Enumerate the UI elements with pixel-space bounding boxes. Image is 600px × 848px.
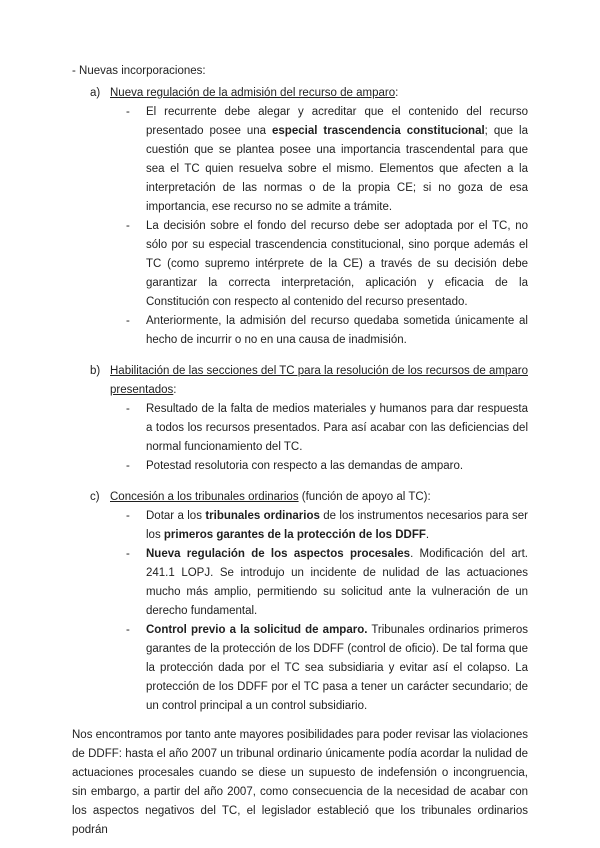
section-a-heading	[72, 84, 528, 103]
bullet-text: Nueva regulación de los aspectos procesales. Modificación del art. 241.1 LOPJ. Se introdujo un incidente de nulidad de las actuaciones mucho más amplio, permitiendo su solicitud ante la vulneración de un derecho fundamental.	[146, 548, 528, 617]
section-c-heading	[72, 488, 528, 507]
intro-line: - Nuevas incorporaciones:	[72, 65, 206, 77]
section-b	[72, 362, 528, 476]
bullet-dash: -	[126, 510, 130, 522]
section-b-marker: b)	[90, 365, 101, 377]
section-b-heading-text: Habilitación de las secciones del TC para la resolución de los recursos de amparo presentados:	[110, 365, 528, 396]
list-item	[72, 621, 528, 716]
section-b-heading	[72, 362, 528, 400]
bullet-text: El recurrente debe alegar y acreditar que el contenido del recurso presentado posee una especial trascendencia constitucional; que la cuestión que se plantea posee una importancia trascendental para que sea el TC quien resuelva sobre el mismo. Elementos que afecten a la interpretación de las normas o de la propia CE; si no goza de esa importancia, ese recurso no se admite a trámite.	[146, 106, 528, 213]
bullet-dash: -	[126, 548, 130, 560]
list-item	[72, 507, 528, 545]
list-item	[72, 103, 528, 217]
list-item	[72, 545, 528, 621]
bullet-text: La decisión sobre el fondo del recurso debe ser adoptada por el TC, no sólo por su especial trascendencia constitucional, sino porque además el TC (como supremo intérprete de la CE) a través de su decisión debe garantizar la correcta interpretación, aplicación y eficacia de la Constitución con respecto al contenido del recurso presentado.	[146, 220, 528, 308]
section-c-heading-text: Concesión a los tribunales ordinarios (función de apoyo al TC):	[110, 491, 431, 503]
bullet-dash: -	[126, 106, 130, 118]
section-a-heading-text: Nueva regulación de la admisión del recurso de amparo:	[110, 87, 399, 99]
list-item	[72, 312, 528, 350]
bullet-text: Dotar a los tribunales ordinarios de los instrumentos necesarios para ser los primeros garantes de la protección de los DDFF.	[146, 510, 528, 541]
list-item	[72, 457, 528, 476]
bullet-dash: -	[126, 624, 130, 636]
closing-paragraph: Nos encontramos por tanto ante mayores posibilidades para poder revisar las violaciones de DDFF: hasta el año 2007 un tribunal ordinario únicamente podía acordar la nulidad de actuaciones procesales cuando se diese un supuesto de indefensión o incongruencia, sin embargo, a partir del año 2007, como consecuencia de la necesidad de acabar con los aspectos negativos del TC, el legislador estableció que los tribunales ordinarios podrán	[72, 729, 528, 836]
list-item	[72, 217, 528, 312]
bullet-text: Potestad resolutoria con respecto a las demandas de amparo.	[146, 460, 464, 472]
section-a	[72, 84, 528, 350]
bullet-dash: -	[126, 460, 130, 472]
section-a-marker: a)	[90, 87, 101, 99]
section-c-marker: c)	[90, 491, 100, 503]
list-item	[72, 400, 528, 457]
bullet-dash: -	[126, 403, 130, 415]
bullet-text: Resultado de la falta de medios materiales y humanos para dar respuesta a todos los recursos presentados. Para así acabar con las deficiencias del normal funcionamiento del TC.	[146, 403, 528, 453]
bullet-dash: -	[126, 220, 130, 232]
bullet-dash: -	[126, 315, 130, 327]
section-c	[72, 488, 528, 716]
bullet-text: Anteriormente, la admisión del recurso quedaba sometida únicamente al hecho de incurrir o no en una causa de inadmisión.	[146, 315, 528, 346]
bullet-text: Control previo a la solicitud de amparo. Tribunales ordinarios primeros garantes de la protección de los DDFF (control de oficio). De tal forma que la protección dada por el TC sea subsidiaria y evitar así el colapso. La protección de los DDFF por el TC pasa a tener un carácter secundario; de un control principal a un control subsidiario.	[146, 624, 529, 712]
